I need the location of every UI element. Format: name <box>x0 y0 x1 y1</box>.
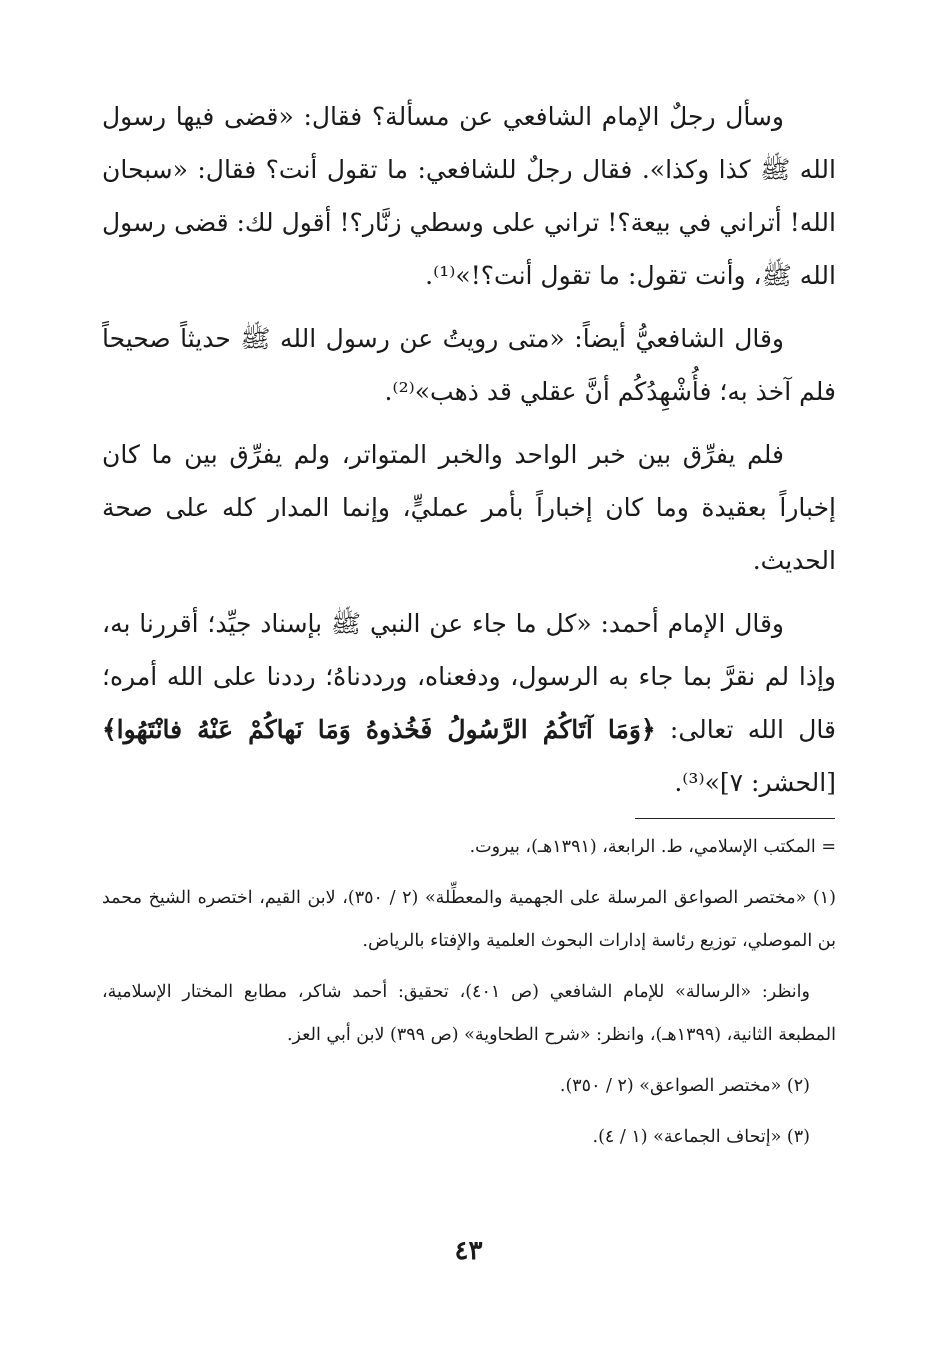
main-text <box>102 90 836 819</box>
footnote-1: (١) «مختصر الصواعق المرسلة على الجهمية والمعطِّلة» (٢ / ٣٥٠)، لابن القيم، اختصره الشيخ محمد بن الموصلي، توزيع رئاسة إدارات البحوث العلمية والإفتاء بالرياض. <box>102 888 836 951</box>
quran-verse: ﴿وَمَا آتَاكُمُ الرَّسُولُ فَخُذوهُ وَمَا نَهاكُمْ عَنْهُ فانْتَهُوا﴾ <box>102 715 656 744</box>
paragraph-shafii-question: وسأل رجلٌ الإمام الشافعي عن مسألة؟ فقال: «قضى فيها رسول الله ﷺ كذا وكذا». فقال رجلٌ للشافعي: ما تقول أنت؟ فقال: «سبحان الله! أتراني في بيعة؟! تراني على وسطي زنَّار؟! أقول لك: قضى رسول الله ﷺ، وأنت تقول: ما تقول أنت؟!»⁽¹⁾. <box>102 102 836 290</box>
footnote-3: (٣) «إتحاف الجماعة» (١ / ٤). <box>592 1127 810 1147</box>
paragraph-ahmad-saying <box>102 597 836 809</box>
verse-reference: [الحشر: ٧]»⁽³⁾. <box>674 768 836 797</box>
footnote-1-see-also: وانظر: «الرسالة» للإمام الشافعي (ص ٤٠١)، تحقيق: أحمد شاكر، مطابع المختار الإسلامية، المطبعة الثانية، (١٣٩٩هـ)، وانظر: «شرح الطحاوية» (ص ٣٩٩) لابن أبي العز. <box>102 982 836 1045</box>
paragraph-no-distinction: فلم يفرِّق بين خبر الواحد والخبر المتواتر، ولم يفرِّق بين ما كان إخباراً بعقيدة وما كان إخباراً بأمر عمليٍّ، وإنما المدار كله على صحة الحديث. <box>102 440 836 575</box>
footnote-separator <box>635 818 835 819</box>
footnotes <box>102 826 836 1167</box>
footnote-continuation: = المكتب الإسلامي، ط. الرابعة، (١٣٩١هـ)، بيروت. <box>469 837 836 857</box>
ahmad-saying-text: وقال الإمام أحمد: «كل ما جاء عن النبي ﷺ بإسناد جيِّد؛ أقررنا به، وإذا لم نقرَّ بما جاء به الرسول، ودفعناه، ورددناهُ؛ رددنا على الله أمره؛ قال الله تعالى: <box>102 609 836 744</box>
paragraph-shafii-saying: وقال الشافعيُّ أيضاً: «متى رويتُ عن رسول الله ﷺ حديثاً صحيحاً فلم آخذ به؛ فأُشْهِدُكُم أنَّ عقلي قد ذهب»⁽²⁾. <box>102 324 836 406</box>
footnote-2: (٢) «مختصر الصواعق» (٢ / ٣٥٠). <box>559 1076 810 1096</box>
page-number: ٤٣ <box>454 1236 483 1266</box>
